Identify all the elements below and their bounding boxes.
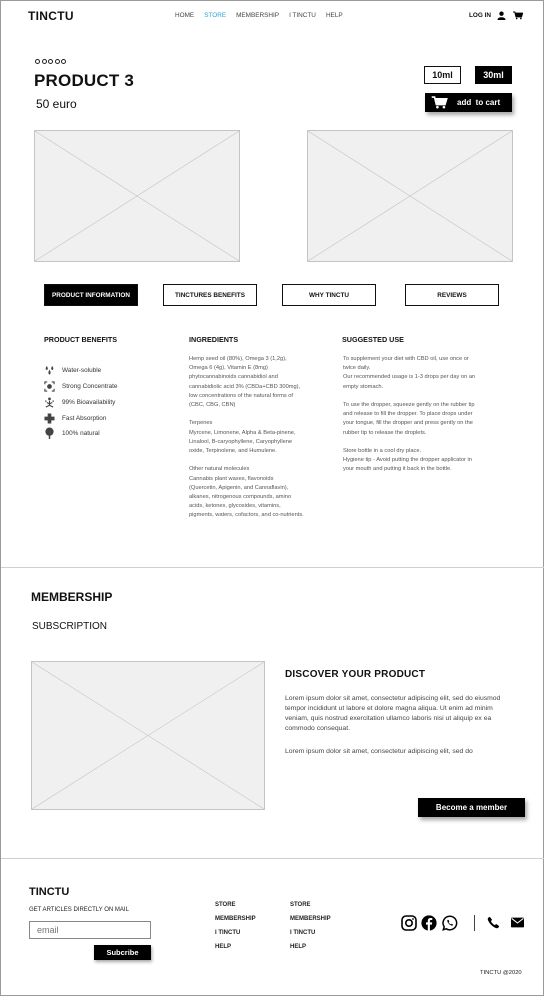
header-logo[interactable]: TINCTU	[28, 9, 74, 23]
product-image-placeholder	[34, 130, 240, 262]
size-30ml-button[interactable]: 30ml	[475, 66, 512, 84]
suggested-line: Hygiene tip - Avoid putting the dropper applicator in	[343, 457, 472, 464]
become-member-button[interactable]: Become a member	[418, 798, 525, 817]
ingredients-line: pigments, waters, cofactors, and co-nutrients.	[189, 512, 304, 519]
nav-help[interactable]: HELP	[325, 12, 343, 19]
user-icon[interactable]	[497, 11, 506, 20]
suggested-use-heading: SUGGESTED USE	[342, 335, 404, 344]
nav-home[interactable]: HOME	[175, 12, 195, 19]
cart-icon	[431, 96, 448, 109]
benefit-label: 99% Bioavailability	[62, 399, 116, 406]
suggested-line: empty stomach.	[343, 383, 384, 390]
rating	[35, 59, 66, 64]
ingredients-line: Myrcene, Limonene, Alpha & Beta-pinene,	[189, 429, 296, 436]
benefits-heading: PRODUCT BENEFITS	[44, 335, 118, 344]
tab-tinctures-benefits[interactable]: TINCTURES BENEFITS	[163, 284, 257, 306]
add-to-cart-label: add to cart	[457, 98, 501, 107]
benefit-item	[44, 428, 100, 439]
suggested-line: To supplement your diet with CBD oil, use once or	[343, 356, 469, 362]
footer-link-help[interactable]: HELP	[290, 944, 307, 950]
footer-logo[interactable]: TINCTU	[29, 886, 70, 898]
footer-link-store[interactable]: STORE	[215, 902, 236, 908]
nav-membership[interactable]: MEMBERSHIP	[236, 12, 280, 19]
suggested-line: rubber tip to release the droplets.	[343, 429, 427, 436]
cart-icon[interactable]	[513, 11, 523, 20]
footer-divider	[1, 858, 544, 859]
suggested-line: twice daily.	[343, 365, 371, 372]
concentrate-icon	[44, 381, 55, 392]
ingredients-line: (Quercetin, Apigenin, and Cannaflavin),	[189, 484, 289, 491]
ingredients-heading: INGREDIENTS	[189, 335, 239, 344]
benefit-label: Water-soluble	[62, 367, 102, 374]
footer-link-store[interactable]: STORE	[290, 902, 311, 908]
discover-paragraph: Lorem ipsum dolor sit amet, consectetur adipiscing elit, sed do	[285, 748, 473, 755]
ingredients-line: cannabidiolic acid 3% (CBDa+CBD 300mg),	[189, 383, 301, 390]
ingredients-line: oxide, Terpinolene, and Humulene.	[189, 448, 277, 455]
ingredients-line: acids, ketones, glycosides, vitamins,	[189, 503, 281, 510]
suggested-use-text	[343, 355, 503, 475]
product-title: PRODUCT 3	[34, 71, 135, 90]
droplets-icon	[44, 365, 55, 376]
main-nav	[175, 12, 343, 19]
rating-circle-icon	[55, 59, 60, 64]
copyright: TINCTU @2020	[480, 970, 522, 976]
suggested-line: Store bottle in a cool dry place.	[343, 448, 422, 454]
benefit-label: Strong Concentrate	[62, 383, 118, 390]
benefit-label: Fast Absorption	[62, 415, 107, 422]
suggested-line: your tongue, fill the dropper and press gently on the	[343, 420, 473, 427]
discover-paragraph: Lorem ipsum dolor sit amet, consectetur adipiscing elit, sed do eiusmod tempor incididunt ut labore et dolore magna aliqua. Ut enim ad minim veniam, quis nostrud exercitation ullamco laboris nisi ut aliquip ex ea commodo consequat.	[285, 695, 501, 732]
benefit-label: 100% natural	[62, 430, 100, 437]
membership-title: MEMBERSHIP	[31, 590, 113, 604]
size-10ml-button[interactable]: 10ml	[424, 66, 461, 84]
suggested-line: your mouth and putting it back in the bottle.	[343, 466, 452, 473]
ingredients-text	[189, 355, 329, 521]
ingredients-line: Hemp seed oil (80%), Omega 3 (1,2g),	[189, 356, 287, 362]
ingredients-line: phytocannabinoids cannabidiol and	[189, 374, 278, 381]
facebook-icon[interactable]	[421, 915, 437, 931]
membership-subtitle: SUBSCRIPTION	[32, 621, 108, 632]
footer-link-membership[interactable]: MEMBERSHIP	[215, 916, 256, 922]
login-link[interactable]: LOG IN	[469, 12, 492, 19]
instagram-icon[interactable]	[401, 915, 417, 931]
rating-circle-icon	[48, 59, 53, 64]
benefit-item	[44, 413, 106, 424]
footer-link-i-tinctu[interactable]: I TINCTU	[215, 930, 241, 936]
benefit-item	[44, 365, 101, 376]
footer-link-help[interactable]: HELP	[215, 944, 232, 950]
tab-product-information[interactable]: PRODUCT INFORMATION	[44, 284, 138, 306]
membership-image-placeholder	[31, 661, 265, 810]
bioavailability-icon	[44, 397, 55, 408]
rating-circle-icon	[42, 59, 47, 64]
ingredients-line: Linalool, B-caryophyllene, Caryophyllene	[189, 438, 293, 445]
rating-circle-icon	[35, 59, 40, 64]
ingredients-line: Terpenes	[189, 420, 213, 427]
phone-icon[interactable]	[487, 916, 500, 929]
ingredients-line: low concentrations of the natural forms of	[189, 392, 294, 399]
add-to-cart-button[interactable]	[425, 93, 512, 112]
subscribe-button[interactable]: Subcribe	[94, 945, 151, 960]
benefit-item	[44, 397, 115, 408]
tab-why-tinctu[interactable]: WHY TINCTU	[282, 284, 376, 306]
footer-separator	[474, 915, 475, 931]
suggested-line: and release to fill the dropper. To place drops under	[343, 411, 473, 418]
ingredients-line: Cannabis plant waxes, flavonoids	[189, 475, 274, 482]
tree-icon	[44, 428, 55, 439]
nav-store[interactable]: STORE	[204, 12, 227, 19]
ingredients-line: (CBC, CBG, CBN)	[189, 402, 236, 409]
discover-title: DISCOVER YOUR PRODUCT	[285, 669, 426, 680]
mail-icon[interactable]	[511, 917, 524, 928]
whatsapp-icon[interactable]	[442, 915, 458, 931]
ingredients-line: alkanes, nitrogenous compounds, amino	[189, 494, 292, 501]
section-divider	[1, 567, 544, 568]
rating-circle-icon	[61, 59, 66, 64]
plus-icon	[44, 413, 55, 424]
email-field[interactable]	[29, 921, 151, 939]
footer-link-i-tinctu[interactable]: I TINCTU	[290, 930, 316, 936]
newsletter-label: GET ARTICLES DIRECTLY ON MAIL	[29, 907, 129, 913]
product-image-placeholder	[307, 130, 513, 262]
footer-link-membership[interactable]: MEMBERSHIP	[290, 916, 331, 922]
nav-i-tinctu[interactable]: I TINCTU	[289, 12, 316, 19]
ingredients-line: Omega 6 (4g), Vitamin E (8mg)	[189, 365, 268, 372]
tab-reviews[interactable]: REVIEWS	[405, 284, 499, 306]
product-price: 50 euro	[36, 97, 77, 111]
ingredients-line: Other natural molecules	[189, 466, 250, 473]
benefit-item	[44, 381, 117, 392]
suggested-line: To use the dropper, squeeze gently on the rubber tip	[343, 402, 475, 408]
suggested-line: Our recommended usage is 1-3 drops per day on an	[343, 374, 476, 381]
